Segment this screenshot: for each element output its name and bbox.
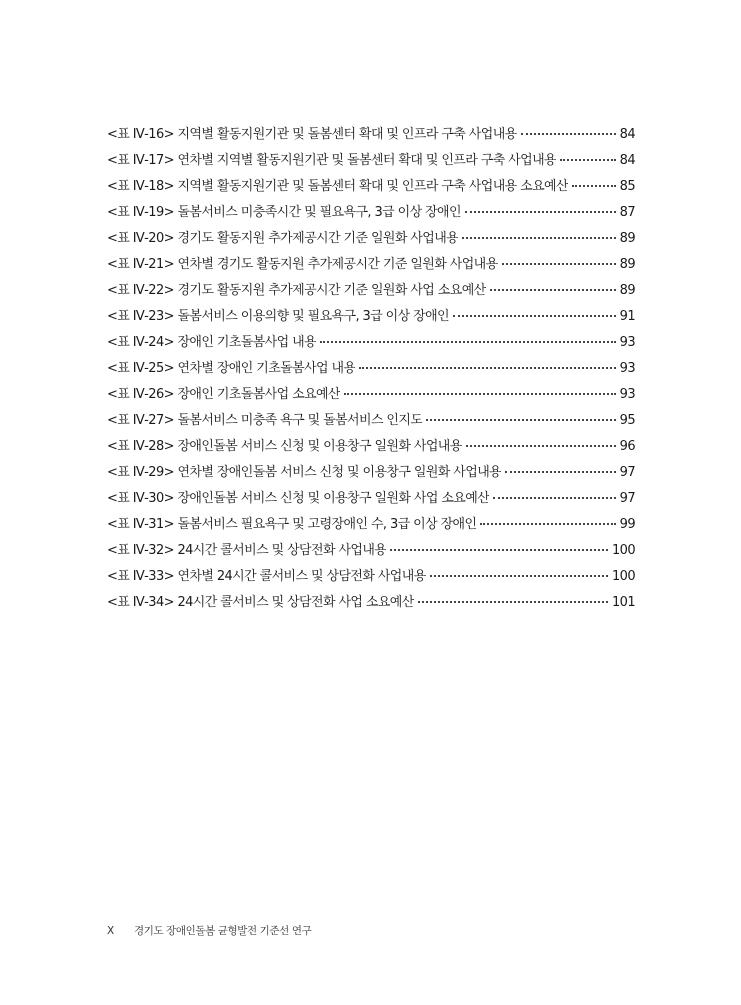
toc-entry-label: <표 Ⅳ-16> 지역별 활동지원기관 및 돌봄센터 확대 및 인프라 구축 사업내용: [107, 127, 517, 142]
dot-leader: [480, 523, 615, 525]
dot-leader: [505, 471, 616, 473]
toc-entry[interactable]: [107, 253, 635, 279]
dot-leader: [490, 289, 616, 291]
toc-entry[interactable]: [107, 383, 635, 409]
toc-entry-page: 89: [619, 283, 635, 298]
dot-leader: [465, 211, 616, 213]
toc-entry-page: 84: [619, 127, 635, 142]
toc-entry[interactable]: [107, 279, 635, 305]
toc-entry[interactable]: [107, 175, 635, 201]
dot-leader: [572, 185, 616, 187]
toc-entry[interactable]: [107, 565, 635, 591]
toc-entry[interactable]: [107, 305, 635, 331]
toc-entry[interactable]: [107, 487, 635, 513]
dot-leader: [344, 393, 616, 395]
toc-entry[interactable]: [107, 539, 635, 565]
toc-entry-label: <표 Ⅳ-26> 장애인 기초돌봄사업 소요예산: [107, 387, 340, 402]
toc-entry[interactable]: [107, 513, 635, 539]
dot-leader: [493, 497, 615, 499]
toc-entry-label: <표 Ⅳ-28> 장애인돌봄 서비스 신청 및 이용창구 일원화 사업내용: [107, 439, 462, 454]
dot-leader: [359, 367, 615, 369]
toc-entry[interactable]: [107, 201, 635, 227]
toc-entry-page: 100: [611, 569, 635, 584]
toc-entry-page: 87: [619, 205, 635, 220]
footer-page-number: X: [107, 925, 114, 937]
dot-leader: [390, 549, 608, 551]
toc-entry[interactable]: [107, 461, 635, 487]
toc-entry-page: 101: [611, 595, 635, 610]
toc-entry-page: 99: [619, 517, 635, 532]
toc-entry-page: 85: [619, 179, 635, 194]
toc-entry-page: 91: [619, 309, 635, 324]
toc-entry-label: <표 Ⅳ-22> 경기도 활동지원 추가제공시간 기준 일원화 사업 소요예산: [107, 283, 486, 298]
toc-entry-page: 89: [619, 257, 635, 272]
dot-leader: [521, 133, 616, 135]
toc-entry-page: 84: [619, 153, 635, 168]
toc-entry-page: 96: [619, 439, 635, 454]
toc-entry-page: 93: [619, 335, 635, 350]
table-of-contents: [107, 123, 635, 617]
toc-entry-page: 95: [619, 413, 635, 428]
toc-entry-label: <표 Ⅳ-31> 돌봄서비스 필요욕구 및 고령장애인 수, 3급 이상 장애인: [107, 517, 477, 532]
toc-entry-label: <표 Ⅳ-34> 24시간 콜서비스 및 상담전화 사업 소요예산: [107, 595, 414, 610]
toc-entry-label: <표 Ⅳ-30> 장애인돌봄 서비스 신청 및 이용창구 일원화 사업 소요예산: [107, 491, 490, 506]
dot-leader: [502, 263, 616, 265]
toc-entry[interactable]: [107, 435, 635, 461]
toc-entry[interactable]: [107, 123, 635, 149]
toc-entry-label: <표 Ⅳ-17> 연차별 지역별 활동지원기관 및 돌봄센터 확대 및 인프라 구축 사업내용: [107, 153, 557, 168]
toc-entry-label: <표 Ⅳ-25> 연차별 장애인 기초돌봄사업 내용: [107, 361, 356, 376]
footer-title: 경기도 장애인돌봄 균형발전 기준선 연구: [133, 925, 312, 937]
toc-entry-page: 93: [619, 387, 635, 402]
toc-entry-page: 97: [619, 465, 635, 480]
toc-entry-label: <표 Ⅳ-29> 연차별 장애인돌봄 서비스 신청 및 이용창구 일원화 사업내용: [107, 465, 502, 480]
toc-entry-page: 89: [619, 231, 635, 246]
toc-entry[interactable]: [107, 227, 635, 253]
toc-entry-label: <표 Ⅳ-21> 연차별 경기도 활동지원 추가제공시간 기준 일원화 사업내용: [107, 257, 498, 272]
toc-entry[interactable]: [107, 331, 635, 357]
toc-entry[interactable]: [107, 149, 635, 175]
dot-leader: [453, 315, 616, 317]
toc-entry-label: <표 Ⅳ-27> 돌봄서비스 미충족 욕구 및 돌봄서비스 인지도: [107, 413, 423, 428]
dot-leader: [466, 445, 616, 447]
toc-entry-label: <표 Ⅳ-32> 24시간 콜서비스 및 상담전화 사업내용: [107, 543, 387, 558]
toc-entry-label: <표 Ⅳ-23> 돌봄서비스 이용의향 및 필요욕구, 3급 이상 장애인: [107, 309, 449, 324]
toc-entry[interactable]: [107, 357, 635, 383]
toc-entry-page: 100: [611, 543, 635, 558]
toc-entry-page: 93: [619, 361, 635, 376]
toc-entry-label: <표 Ⅳ-20> 경기도 활동지원 추가제공시간 기준 일원화 사업내용: [107, 231, 459, 246]
dot-leader: [426, 419, 615, 421]
toc-entry-label: <표 Ⅳ-18> 지역별 활동지원기관 및 돌봄센터 확대 및 인프라 구축 사업내용 소요예산: [107, 179, 568, 194]
toc-entry-label: <표 Ⅳ-24> 장애인 기초돌봄사업 내용: [107, 335, 317, 350]
dot-leader: [560, 159, 616, 161]
toc-entry[interactable]: [107, 409, 635, 435]
dot-leader: [418, 601, 608, 603]
toc-entry-page: 97: [619, 491, 635, 506]
toc-entry[interactable]: [107, 591, 635, 617]
toc-entry-label: <표 Ⅳ-19> 돌봄서비스 미충족시간 및 필요욕구, 3급 이상 장애인: [107, 205, 461, 220]
dot-leader: [430, 575, 608, 577]
toc-entry-label: <표 Ⅳ-33> 연차별 24시간 콜서비스 및 상담전화 사업내용: [107, 569, 426, 584]
dot-leader: [320, 341, 616, 343]
page-footer: [107, 923, 311, 938]
dot-leader: [462, 237, 615, 239]
